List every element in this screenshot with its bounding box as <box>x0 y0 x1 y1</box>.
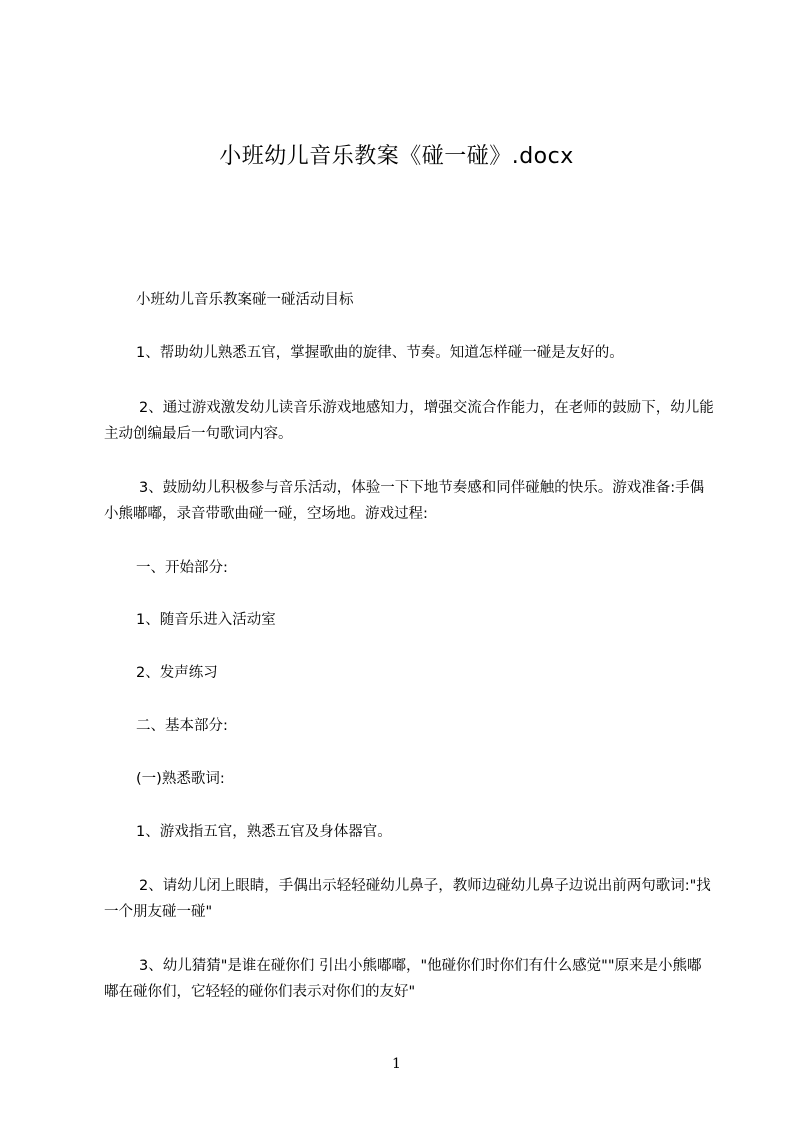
paragraph-subsection-heading <box>104 766 714 792</box>
paragraph-section-2-heading <box>104 713 714 739</box>
paragraph-text: 1、随音乐进入活动室 <box>136 612 276 628</box>
paragraph-lyrics-step-2 <box>104 873 714 925</box>
paragraph-text: 1、帮助幼儿熟悉五官，掌握歌曲的旋律、节奏。知道怎样碰一碰是友好的。 <box>136 345 624 361</box>
paragraph-text: 2、发声练习 <box>136 665 218 681</box>
paragraph-activity-goals <box>104 287 714 313</box>
paragraph-goal-3 <box>104 475 714 527</box>
paragraph-section-1-heading <box>104 555 714 581</box>
paragraph-text: 二、基本部分: <box>136 718 228 734</box>
paragraph-step-2 <box>104 660 714 686</box>
paragraph-step-1 <box>104 607 714 633</box>
paragraph-text: 3、幼儿猜猜"是谁在碰你们 引出小熊嘟嘟，"他碰你们时你们有什么感觉""原来是小熊嘟嘟在碰你们，它轻轻的碰你们表示对你们的友好" <box>104 958 702 1000</box>
paragraph-goal-2 <box>104 395 714 447</box>
page-number: 1 <box>392 1056 401 1072</box>
paragraph-text: 2、通过游戏激发幼儿读音乐游戏地感知力，增强交流合作能力，在老师的鼓励下，幼儿能主动创编最后一句歌词内容。 <box>104 400 714 442</box>
paragraph-text: 1、游戏指五官，熟悉五官及身体器官。 <box>136 824 392 840</box>
paragraph-text: 一、开始部分: <box>136 560 228 576</box>
paragraph-text: 小班幼儿音乐教案碰一碰活动目标 <box>136 292 354 308</box>
paragraph-text: (一)熟悉歌词: <box>136 771 225 787</box>
paragraph-goal-1 <box>104 340 714 366</box>
paragraph-text: 2、请幼儿闭上眼睛，手偶出示轻轻碰幼儿鼻子，教师边碰幼儿鼻子边说出前两句歌词:"找一个朋友碰一碰" <box>104 878 711 920</box>
paragraph-text: 3、鼓励幼儿积极参与音乐活动，体验一下下地节奏感和同伴碰触的快乐。游戏准备:手偶小熊嘟嘟，录音带歌曲碰一碰，空场地。游戏过程: <box>104 480 705 522</box>
document-title: 小班幼儿音乐教案《碰一碰》.docx <box>219 144 574 169</box>
paragraph-lyrics-step-1 <box>104 819 714 845</box>
paragraph-lyrics-step-3 <box>104 953 714 1005</box>
